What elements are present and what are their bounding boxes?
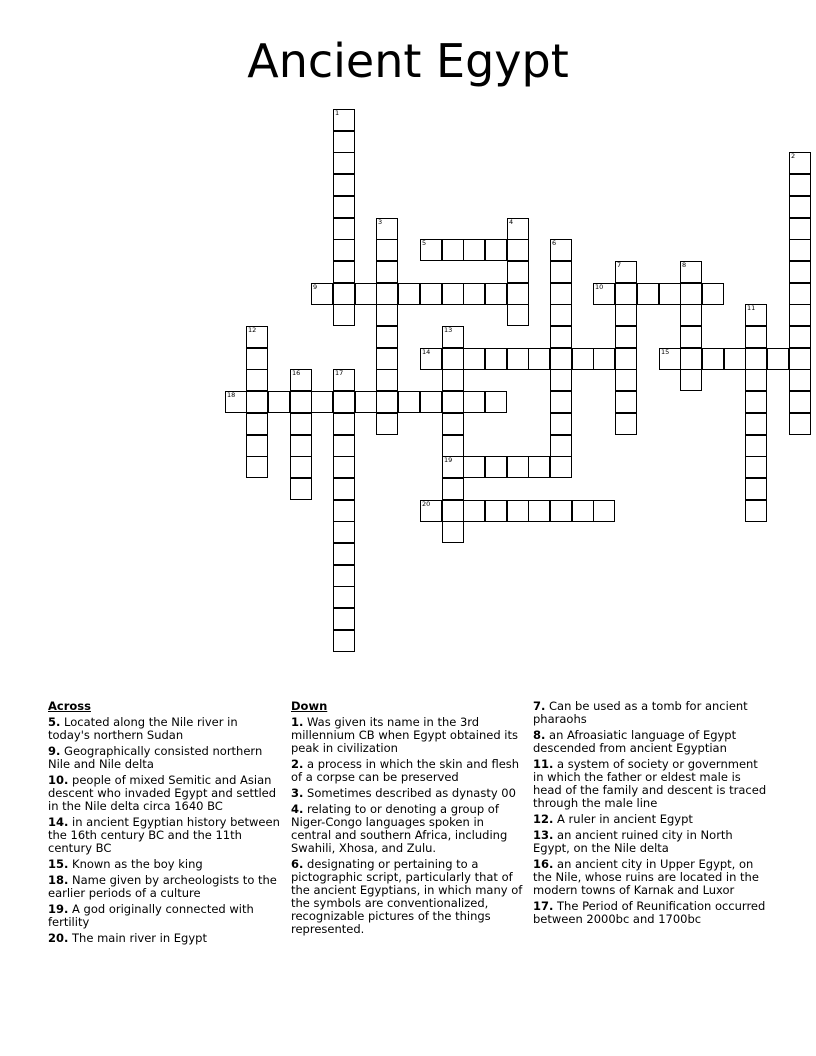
- grid-cell[interactable]: [246, 348, 268, 370]
- clue-number: 14: [422, 348, 431, 356]
- grid-cell[interactable]: [376, 413, 398, 435]
- grid-cell[interactable]: [333, 478, 355, 500]
- clue-item-number: 12.: [533, 812, 554, 826]
- grid-cell[interactable]: [745, 500, 767, 522]
- grid-cell[interactable]: [789, 218, 811, 240]
- page-title: Ancient Egypt: [247, 34, 569, 88]
- clue-item-text: a system of society or government in which the father or eldest male is head of the family and descent is traced through the male line: [533, 757, 767, 810]
- grid-cell[interactable]: [376, 348, 398, 370]
- clue-item: [48, 774, 280, 813]
- grid-cell[interactable]: [528, 456, 550, 478]
- grid-cell[interactable]: [442, 348, 464, 370]
- grid-cell[interactable]: [333, 435, 355, 457]
- grid-cell[interactable]: [680, 261, 702, 283]
- grid-cell[interactable]: [724, 348, 746, 370]
- grid-cell[interactable]: [355, 283, 377, 305]
- clue-item-text: people of mixed Semitic and Asian descent who invaded Egypt and settled in the Nile delta circa 1640 BC: [48, 773, 277, 813]
- grid-cell[interactable]: [463, 456, 485, 478]
- grid-cell[interactable]: [420, 283, 442, 305]
- clue-number: 13: [444, 326, 453, 334]
- grid-cell[interactable]: [463, 348, 485, 370]
- grid-cell[interactable]: [333, 500, 355, 522]
- grid-cell[interactable]: [290, 435, 312, 457]
- grid-cell[interactable]: [702, 283, 724, 305]
- grid-cell[interactable]: [442, 326, 464, 348]
- grid-cell[interactable]: [789, 391, 811, 413]
- grid-cell[interactable]: [680, 326, 702, 348]
- across-heading: Across: [48, 699, 91, 713]
- clue-item-number: 3.: [291, 786, 304, 800]
- clue-item-number: 18.: [48, 873, 69, 887]
- clue-number: 19: [444, 456, 453, 464]
- grid-cell[interactable]: [572, 500, 594, 522]
- grid-cell[interactable]: [463, 391, 485, 413]
- clue-item-text: an ancient city in Upper Egypt, on the Nile, whose ruins are located in the modern towns of Karnak and Luxor: [533, 857, 759, 897]
- grid-cell[interactable]: [333, 239, 355, 261]
- grid-cell[interactable]: [593, 348, 615, 370]
- grid-cell[interactable]: [333, 152, 355, 174]
- grid-cell[interactable]: [290, 391, 312, 413]
- grid-cell[interactable]: [507, 283, 529, 305]
- grid-cell[interactable]: [507, 239, 529, 261]
- grid-cell[interactable]: [789, 369, 811, 391]
- grid-cell[interactable]: [507, 348, 529, 370]
- grid-cell[interactable]: [420, 500, 442, 522]
- clue-item: [533, 729, 769, 755]
- grid-cell[interactable]: [376, 239, 398, 261]
- clue-item-number: 4.: [291, 802, 304, 816]
- grid-cell[interactable]: [333, 630, 355, 652]
- clue-item: [533, 758, 769, 810]
- clue-item-text: designating or pertaining to a pictographic script, particularly that of the ancient Egyptians, in which many of the symbols are conventionalized, recognizable pictures of the things represented.: [291, 857, 523, 936]
- clue-item: [48, 932, 280, 945]
- grid-cell[interactable]: [680, 283, 702, 305]
- grid-cell[interactable]: [246, 326, 268, 348]
- clue-number: 2: [791, 152, 796, 160]
- clue-item: [533, 858, 769, 897]
- grid-cell[interactable]: [745, 391, 767, 413]
- clue-item-number: 6.: [291, 857, 304, 871]
- grid-cell[interactable]: [333, 521, 355, 543]
- grid-cell[interactable]: [246, 391, 268, 413]
- grid-cell[interactable]: [290, 413, 312, 435]
- across-list: [48, 716, 280, 945]
- clue-item-number: 8.: [533, 728, 546, 742]
- clue-number: 18: [227, 391, 236, 399]
- grid-cell[interactable]: [333, 196, 355, 218]
- grid-cell[interactable]: [333, 109, 355, 131]
- grid-cell[interactable]: [789, 239, 811, 261]
- grid-cell[interactable]: [268, 391, 290, 413]
- clue-item-text: in ancient Egyptian history between the 16th century BC and the 11th century BC: [48, 815, 280, 855]
- grid-cell[interactable]: [615, 348, 637, 370]
- clue-number: 10: [595, 283, 604, 291]
- grid-cell[interactable]: [745, 369, 767, 391]
- grid-cell[interactable]: [442, 500, 464, 522]
- grid-cell[interactable]: [789, 283, 811, 305]
- clue-item: [533, 829, 769, 855]
- clue-item-text: relating to or denoting a group of Niger-Congo languages spoken in central and southern Africa, including Swahili, Xhosa, and Zulu.: [291, 802, 508, 855]
- grid-cell[interactable]: [789, 413, 811, 435]
- clue-number: 11: [747, 304, 756, 312]
- grid-cell[interactable]: [463, 239, 485, 261]
- grid-cell[interactable]: [442, 456, 464, 478]
- grid-cell[interactable]: [376, 391, 398, 413]
- clue-item-text: Located along the Nile river in today's northern Sudan: [48, 715, 238, 742]
- grid-cell[interactable]: [333, 608, 355, 630]
- clue-item: [291, 716, 523, 755]
- clue-item-text: Was given its name in the 3rd millennium CB when Egypt obtained its peak in civilization: [291, 715, 519, 755]
- grid-cell[interactable]: [789, 152, 811, 174]
- clue-number: 4: [509, 218, 514, 226]
- grid-cell[interactable]: [550, 391, 572, 413]
- clue-item: [291, 787, 523, 800]
- grid-cell[interactable]: [789, 174, 811, 196]
- clue-number: 20: [422, 500, 431, 508]
- grid-cell[interactable]: [485, 500, 507, 522]
- clue-item-text: Geographically consisted northern Nile and Nile delta: [48, 744, 263, 771]
- grid-cell[interactable]: [745, 304, 767, 326]
- grid-cell[interactable]: [333, 261, 355, 283]
- grid-cell[interactable]: [290, 369, 312, 391]
- clue-item-number: 10.: [48, 773, 69, 787]
- grid-cell[interactable]: [615, 261, 637, 283]
- grid-cell[interactable]: [789, 326, 811, 348]
- grid-cell[interactable]: [550, 369, 572, 391]
- down-clues: [291, 700, 523, 939]
- clue-item-text: Sometimes described as dynasty 00: [303, 786, 516, 800]
- grid-cell[interactable]: [376, 369, 398, 391]
- down-clues-continued: [533, 700, 769, 929]
- grid-cell[interactable]: [507, 304, 529, 326]
- grid-cell[interactable]: [485, 348, 507, 370]
- grid-cell[interactable]: [311, 391, 333, 413]
- grid-cell[interactable]: [637, 283, 659, 305]
- clue-number: 16: [292, 369, 301, 377]
- grid-cell[interactable]: [550, 283, 572, 305]
- grid-cell[interactable]: [680, 369, 702, 391]
- grid-cell[interactable]: [659, 283, 681, 305]
- grid-cell[interactable]: [333, 369, 355, 391]
- grid-cell[interactable]: [615, 326, 637, 348]
- down-list: [291, 716, 523, 936]
- clue-item-number: 17.: [533, 899, 554, 913]
- grid-cell[interactable]: [333, 131, 355, 153]
- grid-cell[interactable]: [789, 261, 811, 283]
- grid-cell[interactable]: [246, 413, 268, 435]
- grid-cell[interactable]: [376, 326, 398, 348]
- grid-cell[interactable]: [333, 174, 355, 196]
- clue-item-number: 9.: [48, 744, 61, 758]
- grid-cell[interactable]: [680, 304, 702, 326]
- clue-item: [533, 900, 769, 926]
- clue-item-text: Can be used as a tomb for ancient pharaohs: [533, 699, 748, 726]
- clue-item-text: an Afroasiatic language of Egypt descended from ancient Egyptian: [533, 728, 737, 755]
- grid-cell[interactable]: [442, 239, 464, 261]
- clue-number: 6: [552, 239, 557, 247]
- clue-item-number: 20.: [48, 931, 69, 945]
- clue-number: 7: [617, 261, 622, 269]
- grid-cell[interactable]: [507, 500, 529, 522]
- clue-item-number: 7.: [533, 699, 546, 713]
- grid-cell[interactable]: [593, 283, 615, 305]
- grid-cell[interactable]: [442, 369, 464, 391]
- grid-cell[interactable]: [680, 348, 702, 370]
- clue-item-text: The Period of Reunification occurred between 2000bc and 1700bc: [533, 899, 766, 926]
- grid-cell[interactable]: [615, 391, 637, 413]
- grid-cell[interactable]: [528, 500, 550, 522]
- grid-cell[interactable]: [485, 456, 507, 478]
- grid-cell[interactable]: [333, 283, 355, 305]
- grid-cell[interactable]: [333, 218, 355, 240]
- grid-cell[interactable]: [333, 586, 355, 608]
- grid-cell[interactable]: [398, 283, 420, 305]
- grid-cell[interactable]: [745, 326, 767, 348]
- clue-item: [48, 874, 280, 900]
- clue-item-number: 1.: [291, 715, 304, 729]
- grid-cell[interactable]: [376, 218, 398, 240]
- clue-number: 9: [313, 283, 318, 291]
- grid-cell[interactable]: [615, 413, 637, 435]
- clue-number: 3: [378, 218, 383, 226]
- grid-cell[interactable]: [376, 304, 398, 326]
- clue-number: 12: [248, 326, 257, 334]
- grid-cell[interactable]: [485, 239, 507, 261]
- grid-cell[interactable]: [225, 391, 247, 413]
- clue-number: 8: [682, 261, 687, 269]
- clue-item-number: 19.: [48, 902, 69, 916]
- grid-cell[interactable]: [550, 239, 572, 261]
- grid-cell[interactable]: [442, 283, 464, 305]
- grid-cell[interactable]: [745, 413, 767, 435]
- grid-cell[interactable]: [615, 283, 637, 305]
- clue-item: [48, 716, 280, 742]
- grid-cell[interactable]: [290, 456, 312, 478]
- grid-cell[interactable]: [507, 456, 529, 478]
- grid-cell[interactable]: [398, 391, 420, 413]
- clue-item: [291, 803, 523, 855]
- grid-cell[interactable]: [246, 369, 268, 391]
- grid-cell[interactable]: [702, 348, 724, 370]
- grid-cell[interactable]: [290, 478, 312, 500]
- grid-cell[interactable]: [333, 304, 355, 326]
- grid-cell[interactable]: [745, 348, 767, 370]
- clue-number: 5: [422, 239, 427, 247]
- grid-cell[interactable]: [550, 413, 572, 435]
- grid-cell[interactable]: [550, 326, 572, 348]
- grid-cell[interactable]: [420, 391, 442, 413]
- clue-item-text: Known as the boy king: [68, 857, 203, 871]
- clue-item: [533, 813, 769, 826]
- grid-cell[interactable]: [333, 565, 355, 587]
- grid-cell[interactable]: [789, 348, 811, 370]
- grid-cell[interactable]: [507, 261, 529, 283]
- grid-cell[interactable]: [528, 348, 550, 370]
- clue-number: 1: [335, 109, 340, 117]
- grid-cell[interactable]: [442, 521, 464, 543]
- clue-item-number: 2.: [291, 757, 304, 771]
- clue-item: [48, 816, 280, 855]
- grid-cell[interactable]: [485, 283, 507, 305]
- clue-item-number: 11.: [533, 757, 554, 771]
- clue-item: [291, 858, 523, 936]
- grid-cell[interactable]: [311, 283, 333, 305]
- grid-cell[interactable]: [246, 435, 268, 457]
- grid-cell[interactable]: [376, 261, 398, 283]
- grid-cell[interactable]: [550, 304, 572, 326]
- clue-item-text: a process in which the skin and flesh of a corpse can be preserved: [291, 757, 520, 784]
- clue-item: [48, 858, 280, 871]
- clue-item: [291, 758, 523, 784]
- grid-cell[interactable]: [420, 239, 442, 261]
- clue-number: 17: [335, 369, 344, 377]
- grid-cell[interactable]: [659, 348, 681, 370]
- grid-cell[interactable]: [333, 543, 355, 565]
- grid-cell[interactable]: [507, 218, 529, 240]
- grid-cell[interactable]: [550, 456, 572, 478]
- grid-cell[interactable]: [246, 456, 268, 478]
- grid-cell[interactable]: [442, 391, 464, 413]
- grid-cell[interactable]: [550, 348, 572, 370]
- down-cont-list: [533, 700, 769, 926]
- grid-cell[interactable]: [463, 500, 485, 522]
- clue-item-text: The main river in Egypt: [68, 931, 207, 945]
- clue-item-text: A god originally connected with fertility: [48, 902, 254, 929]
- grid-cell[interactable]: [767, 348, 789, 370]
- clue-item-number: 16.: [533, 857, 554, 871]
- clue-item-text: an ancient ruined city in North Egypt, on the Nile delta: [533, 828, 733, 855]
- clue-item-number: 15.: [48, 857, 69, 871]
- clue-item: [48, 745, 280, 771]
- grid-cell[interactable]: [376, 283, 398, 305]
- grid-cell[interactable]: [745, 456, 767, 478]
- grid-cell[interactable]: [789, 304, 811, 326]
- clue-item-text: A ruler in ancient Egypt: [553, 812, 693, 826]
- clue-item: [533, 700, 769, 726]
- grid-cell[interactable]: [745, 435, 767, 457]
- grid-cell[interactable]: [550, 435, 572, 457]
- grid-cell[interactable]: [333, 391, 355, 413]
- grid-cell[interactable]: [615, 304, 637, 326]
- clue-item: [48, 903, 280, 929]
- grid-cell[interactable]: [420, 348, 442, 370]
- clue-number: 15: [661, 348, 670, 356]
- grid-cell[interactable]: [572, 348, 594, 370]
- grid-cell[interactable]: [745, 478, 767, 500]
- grid-cell[interactable]: [333, 456, 355, 478]
- grid-cell[interactable]: [442, 435, 464, 457]
- clue-item-text: Name given by archeologists to the earlier periods of a culture: [48, 873, 277, 900]
- across-clues: [48, 700, 280, 948]
- grid-cell[interactable]: [333, 413, 355, 435]
- grid-cell[interactable]: [550, 261, 572, 283]
- down-heading: Down: [291, 699, 328, 713]
- grid-cell[interactable]: [355, 391, 377, 413]
- grid-cell[interactable]: [485, 391, 507, 413]
- clue-item-number: 13.: [533, 828, 554, 842]
- clue-item-number: 14.: [48, 815, 69, 829]
- grid-cell[interactable]: [789, 196, 811, 218]
- grid-cell[interactable]: [463, 283, 485, 305]
- grid-cell[interactable]: [593, 500, 615, 522]
- clue-item-number: 5.: [48, 715, 61, 729]
- grid-cell[interactable]: [442, 478, 464, 500]
- grid-cell[interactable]: [442, 413, 464, 435]
- grid-cell[interactable]: [550, 500, 572, 522]
- grid-cell[interactable]: [615, 369, 637, 391]
